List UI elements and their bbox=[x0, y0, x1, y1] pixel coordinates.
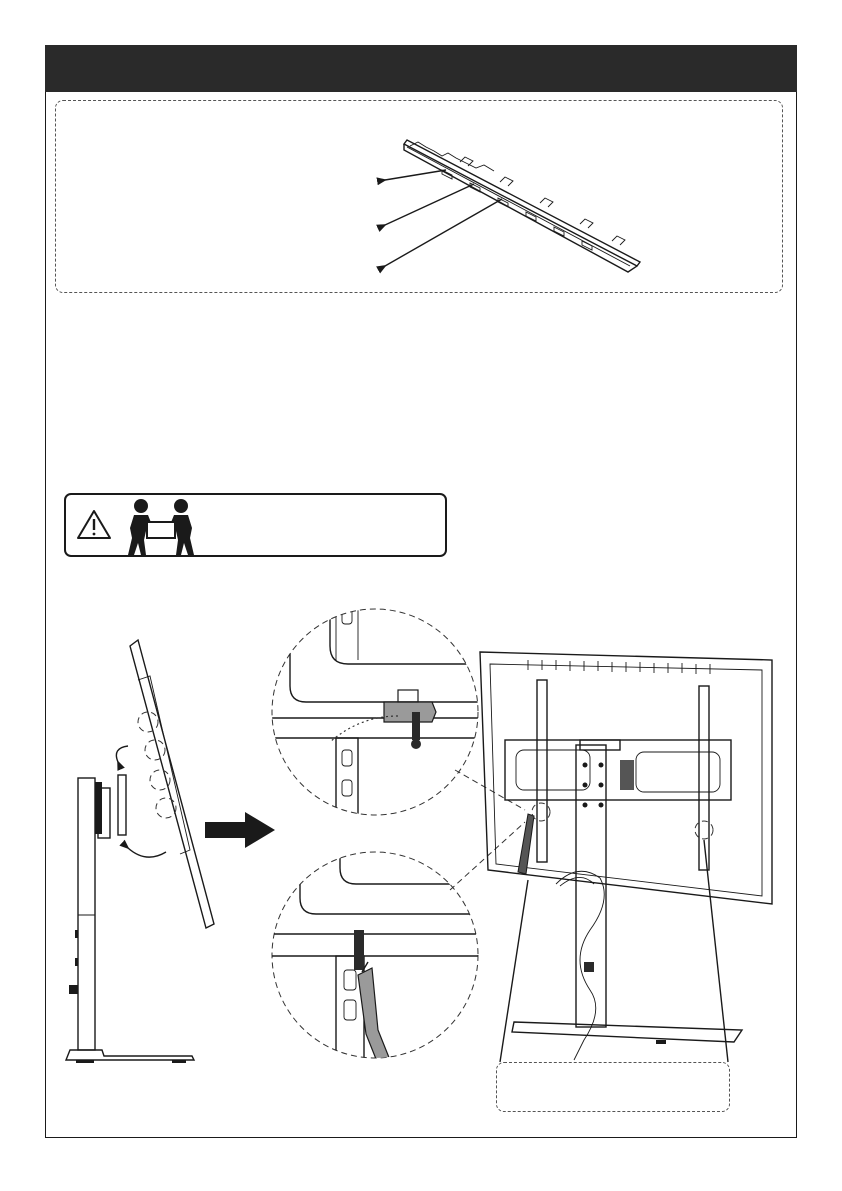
tv-side-view bbox=[118, 640, 214, 928]
zoom-line-1 bbox=[455, 770, 525, 810]
part-arrow-3 bbox=[385, 199, 502, 266]
detail-view-screw bbox=[260, 840, 500, 1066]
detail-view-hook bbox=[260, 580, 500, 828]
warning-triangle-icon bbox=[78, 511, 110, 538]
stand-side-view bbox=[66, 778, 194, 1063]
rotate-arrow-bottom bbox=[128, 848, 166, 857]
part-arrow-1 bbox=[385, 170, 446, 180]
callout-line-left bbox=[500, 880, 528, 1062]
rotate-arrow-top bbox=[116, 746, 128, 762]
two-person-lift-icon bbox=[128, 499, 194, 555]
rail-bracket bbox=[404, 140, 640, 272]
right-arrow-icon bbox=[205, 812, 275, 848]
part-arrow-2 bbox=[385, 184, 474, 225]
